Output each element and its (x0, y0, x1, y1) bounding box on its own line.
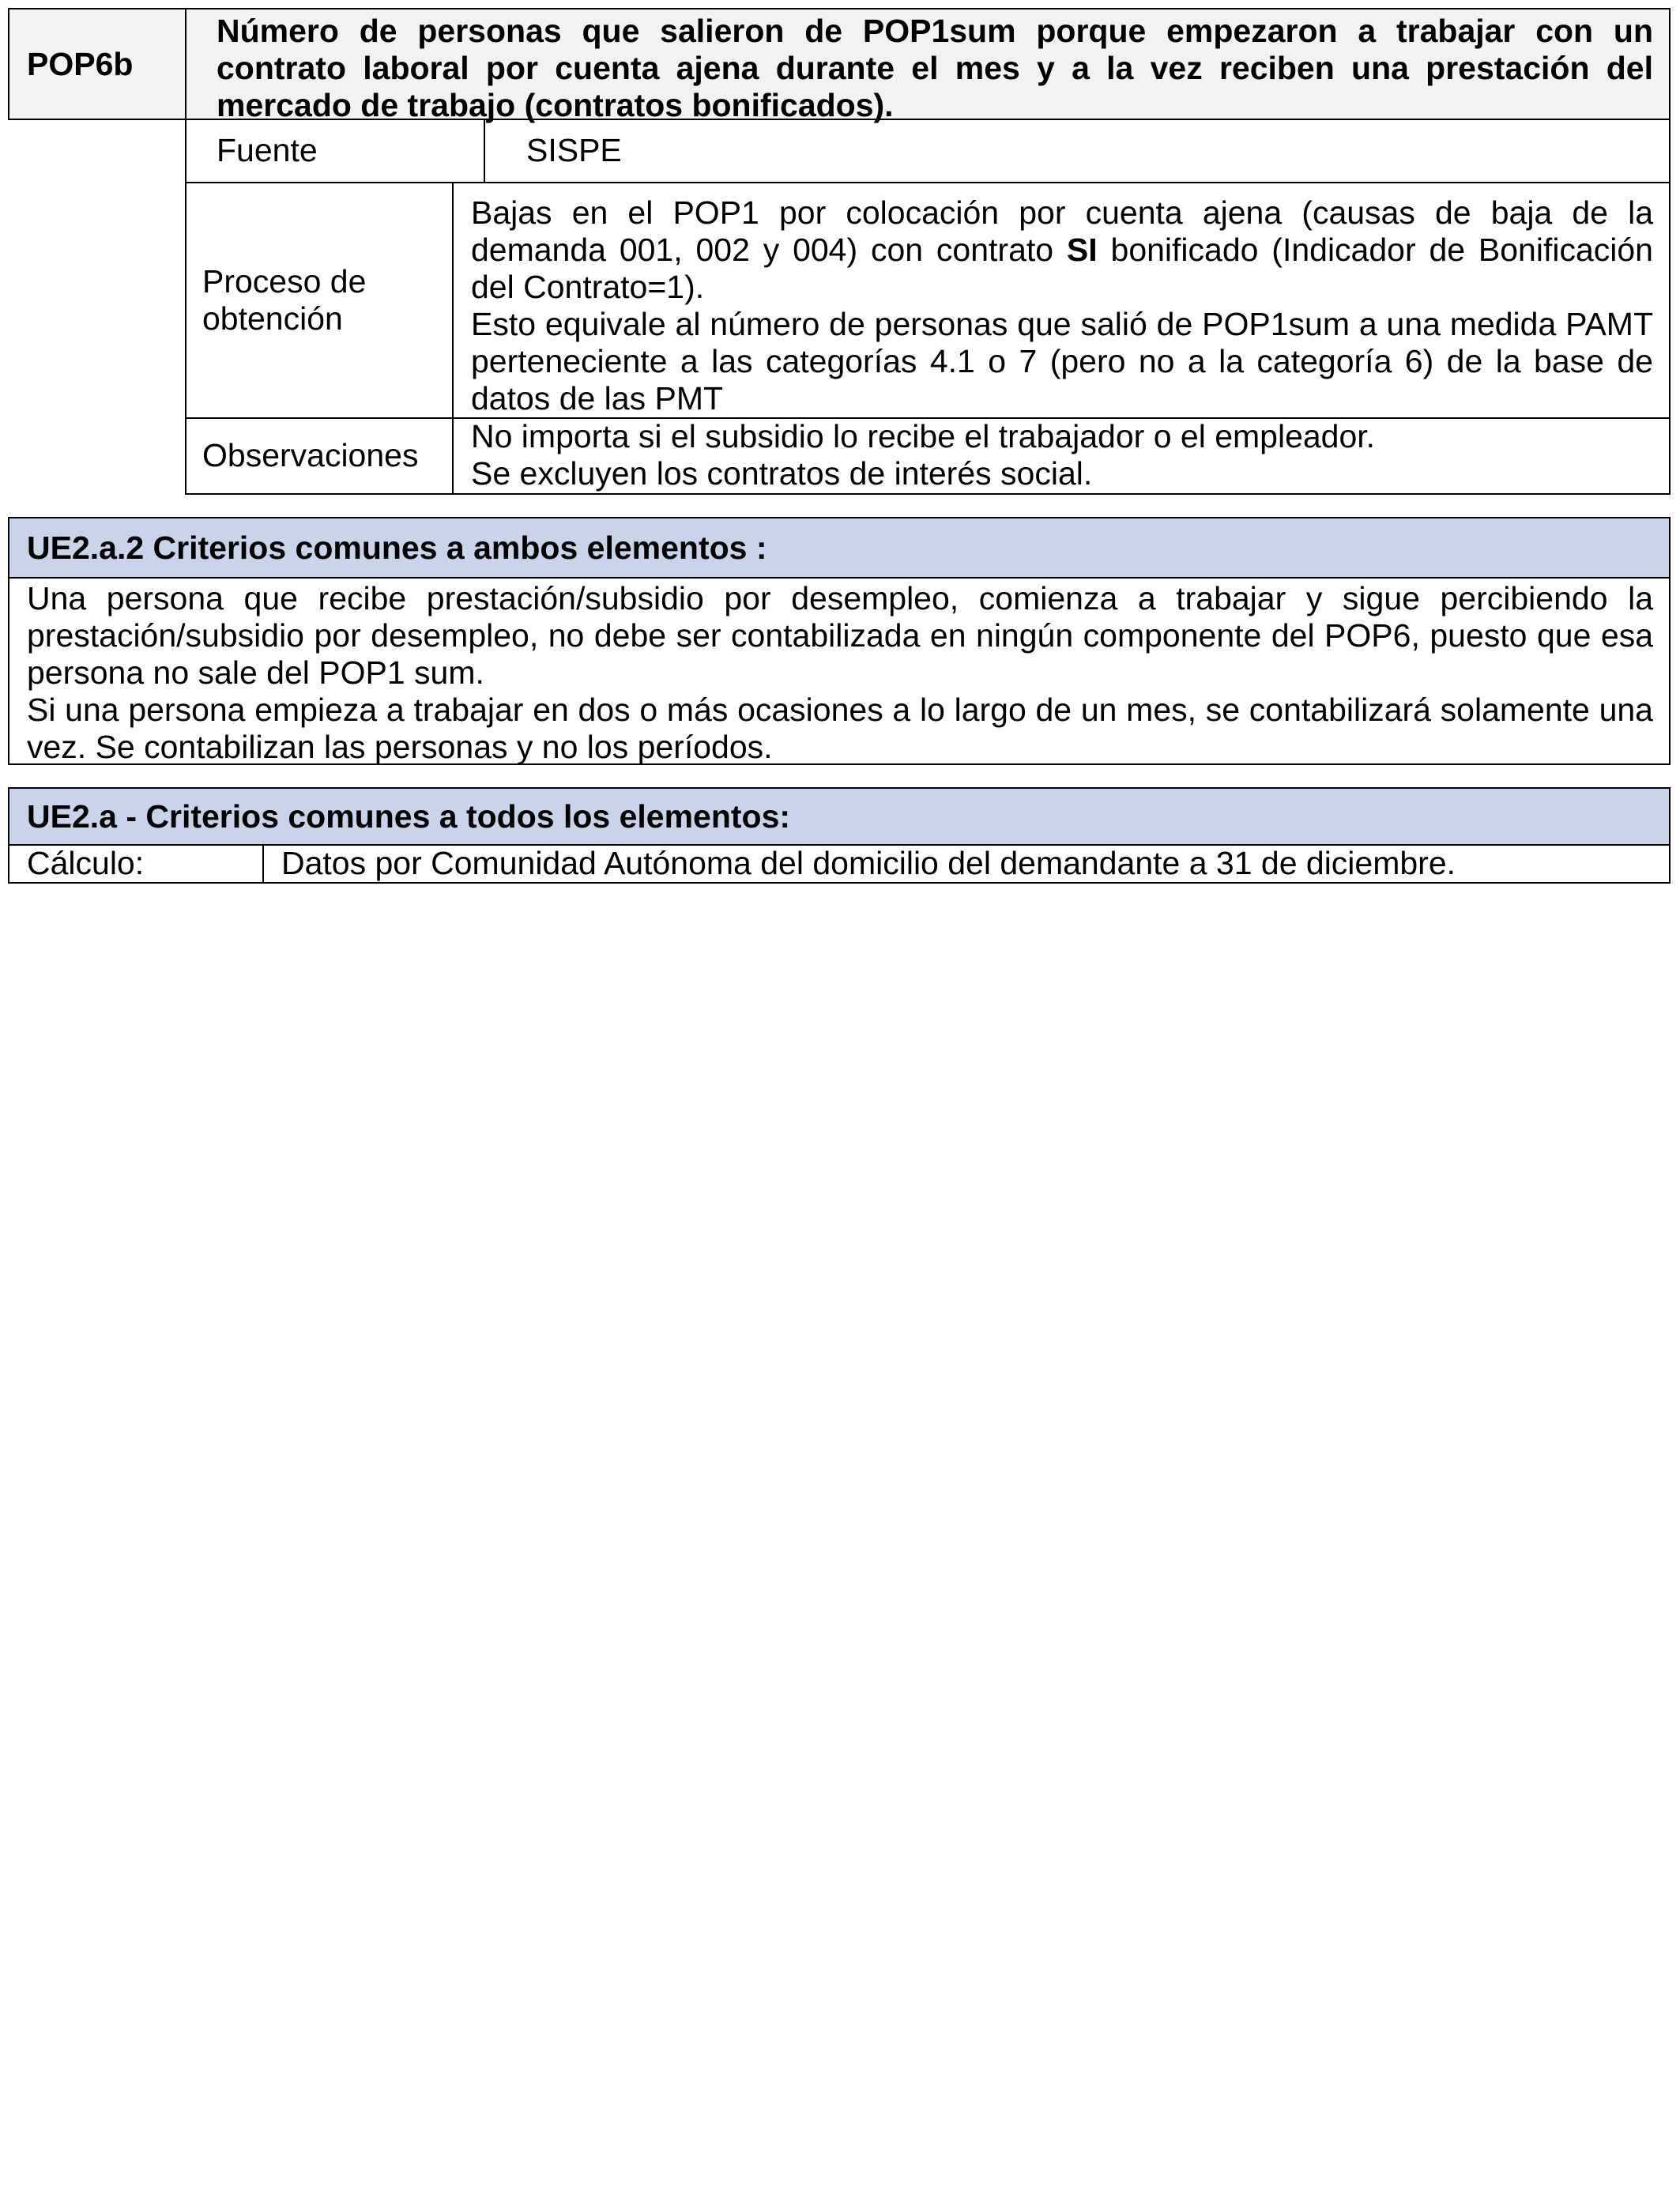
fuente-label-cell (185, 119, 485, 183)
proceso-text-bold: SI (1066, 232, 1098, 268)
indicator-title: Número de personas que salieron de POP1sum porque empezaron a trabajar con un contrato laboral por cuenta ajena durante el mes y a la vez reciben una prestación del mercado de trabajo (contratos bonificados). (217, 13, 1653, 123)
calculo-value-cell (262, 844, 1671, 884)
ue2a2-header (8, 517, 1671, 579)
indicator-code: POP6b (27, 45, 134, 82)
proceso-text-a: Bajas en el POP1 por colocación por cuenta ajena (causas de baja de la demanda 001, 002 y 004) con contrato (471, 194, 1653, 268)
observaciones-line-1: No importa si el subsidio lo recibe el trabajador o el empleador. (471, 418, 1376, 454)
ue2a-title: UE2.a - Criterios comunes a todos los elementos: (27, 797, 791, 835)
fuente-label: Fuente (217, 131, 318, 168)
calculo-value: Datos por Comunidad Autónoma del domicilio del demandante a 31 de diciembre. (281, 844, 1456, 881)
proceso-label-cell (185, 182, 454, 419)
ue2a2-paragraph-1: Una persona que recibe prestación/subsidio por desempleo, comienza a trabajar y sigue percibiendo la prestación/subsidio por desempleo, no debe ser contabilizada en ningún componente del POP6, puesto que esa persona no sale del POP1 sum. (27, 580, 1653, 691)
ue2a2-title: UE2.a.2 Criterios comunes a ambos elementos : (27, 529, 767, 566)
fuente-value-cell (484, 119, 1671, 183)
fuente-value: SISPE (526, 131, 622, 168)
ue2a2-paragraph-2: Si una persona empieza a trabajar en dos o más ocasiones a lo largo de un mes, se contabilizará solamente una vez. Se contabilizan las personas y no los períodos. (27, 692, 1653, 765)
observaciones-line-2: Se excluyen los contratos de interés social. (471, 455, 1093, 492)
proceso-label: Proceso de obtención (202, 263, 367, 337)
calculo-label: Cálculo: (27, 844, 145, 881)
observaciones-label-cell (185, 417, 454, 495)
indicator-title-cell (185, 8, 1671, 123)
observaciones-label: Observaciones (202, 436, 419, 473)
indicator-code-cell (8, 8, 186, 120)
proceso-text-b: bonificado (Indicador de Bonificación del Contrato=1). (471, 232, 1653, 305)
calculo-label-cell (8, 844, 264, 884)
observaciones-value-cell (452, 417, 1671, 495)
proceso-value-cell (452, 182, 1671, 419)
proceso-paragraph-2: Esto equivale al número de personas que salió de POP1sum a una medida PAMT perteneciente a las categorías 4.1 o 7 (pero no a la categoría 6) de la base de datos de las PMT (471, 306, 1653, 417)
proceso-paragraph-1 (471, 194, 1653, 306)
ue2a2-body (8, 577, 1671, 765)
ue2a-header (8, 787, 1671, 846)
